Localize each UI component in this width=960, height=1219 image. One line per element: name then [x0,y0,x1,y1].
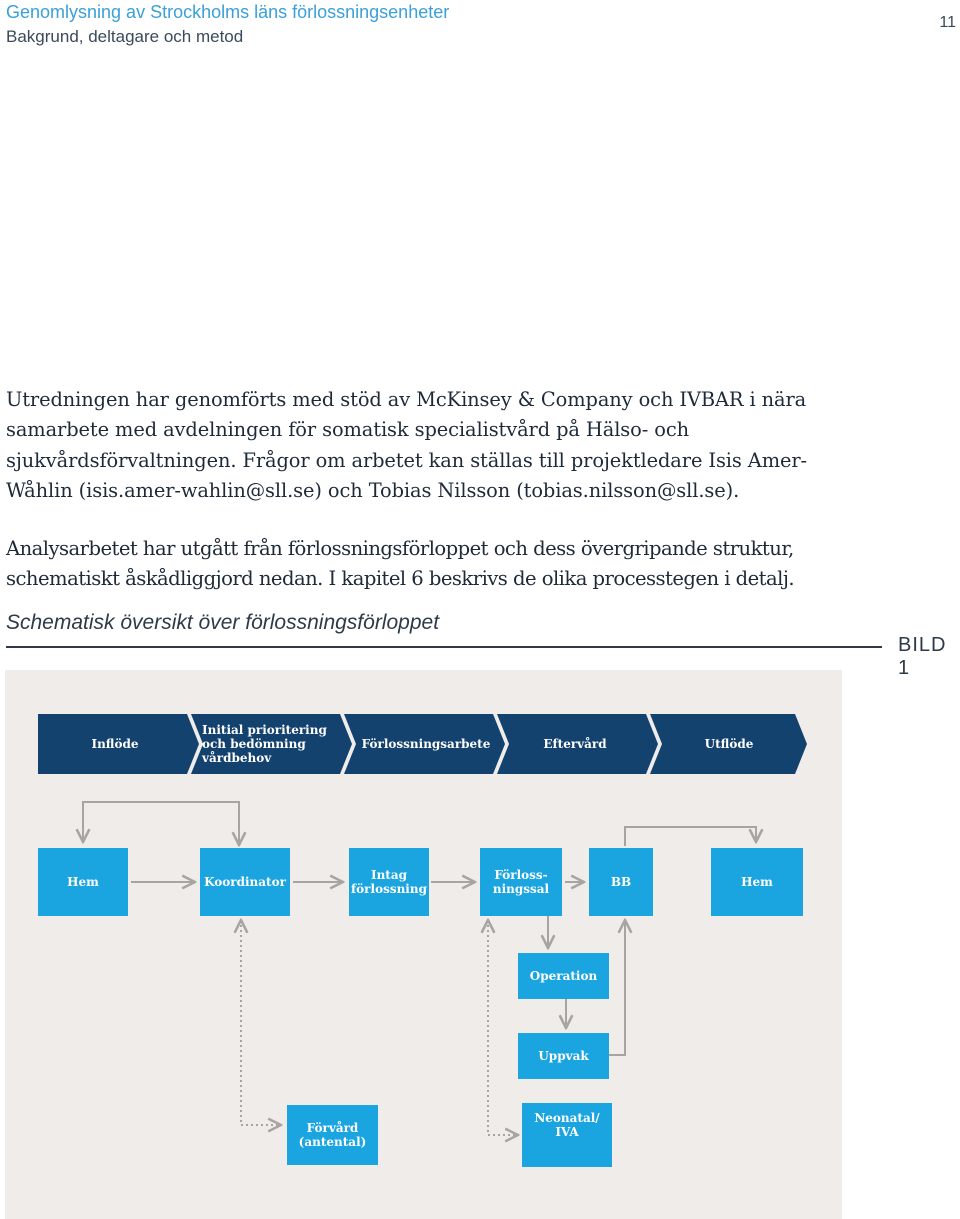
box-operation-label: Operation [529,969,598,983]
box-forvard-line1: Förvård [306,1121,359,1135]
figure-label: BILD 1 [898,634,947,679]
box-intag-line2: förlossning [351,882,427,896]
dotted-neonatal-link [488,920,518,1135]
method-paragraph: Analysarbetet har utgått från förlossningsförloppet och dess övergripande struktur, schematiskt åskådliggjord nedan. I kapitel 6 beskrivs de olika processtegen i detalj. [6,537,795,590]
step-initial-line1: Initial prioritering [202,723,327,737]
flow-diagram [5,670,842,1219]
header-subtitle: Bakgrund, deltagare och metod [6,27,244,46]
intro-paragraph: Utredningen har genomförts med stöd av McKinsey & Company och IVBAR i nära samarbete med avdelningen för somatisk specialistvård på Hälso- och sjukvårdsförvaltningen. Frågor om arbetet kan ställas till projektledare Isis Amer-Wåhlin (isis.amer-wahlin@sll.se) och Tobias Nilsson (tobias.nilsson@sll.se). [6,388,807,502]
box-intag-line1: Intag [370,868,408,882]
step-inflode: Inflöde [91,737,139,751]
header-title: Genomlysning av Strockholms läns förlossningsenheter [6,2,450,22]
box-hem-out-label: Hem [741,875,773,889]
dotted-koordinator-forvard [241,920,281,1125]
process-chevrons [38,714,807,774]
box-koordinator [200,848,290,916]
arrow-bb-hem [625,827,756,846]
box-forvard-label [299,1121,367,1149]
box-uppvak [518,1033,609,1079]
step-forlossningsarbete: Förlossningsarbete [361,737,491,751]
box-intag-label [351,868,427,896]
box-neonatal-iva [522,1103,612,1167]
step-utflode: Utflöde [704,737,754,751]
arrow-uppvak-bb [609,920,625,1055]
box-bb [589,848,653,916]
box-koordinator-label: Koordinator [204,875,286,889]
box-forvard-line2: (antental) [298,1135,367,1149]
box-neonatal-line1: Neonatal/ [534,1111,600,1125]
page-number: 11 [939,14,956,31]
box-sal-label [493,868,549,896]
box-intag-forlossning [349,848,429,916]
step-initial-line2: och bedömning [202,737,306,751]
box-sal-line2: ningssal [492,882,550,896]
step-initial-line3: vårdbehov [202,751,272,765]
box-uppvak-label: Uppvak [538,1049,589,1063]
box-forlossningssal [480,848,562,916]
box-sal-line1: Förloss- [494,868,548,882]
box-hem-in-label: Hem [67,875,99,889]
step-eftervard: Eftervård [543,737,607,751]
figure-rule [6,646,882,648]
diagram-graphics [5,670,842,1219]
box-hem-in [38,848,128,916]
figure-title: Schematisk översikt över förlossningsförloppet [6,611,440,634]
box-hem-out [711,848,803,916]
box-forvard [287,1105,378,1165]
box-operation [518,953,609,999]
box-neonatal-line2: IVA [555,1125,579,1139]
box-bb-label: BB [610,875,632,889]
return-loop-arrow [83,802,239,845]
